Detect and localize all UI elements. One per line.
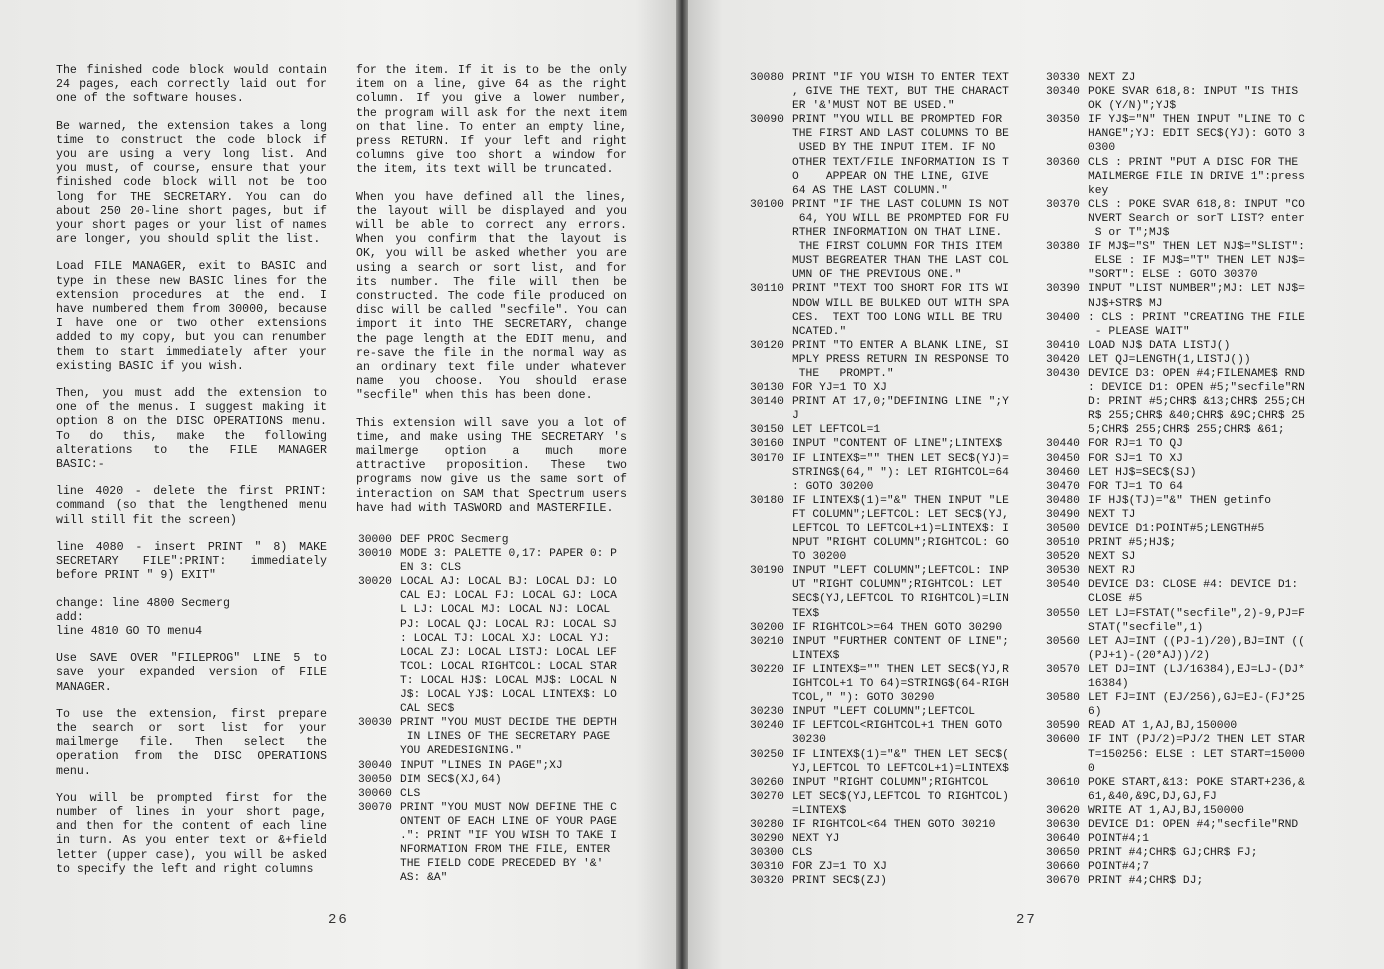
code-text: DEVICE D3: OPEN #4;FILENAME$ RND : DEVICE D1: OPEN #5;"secfile"RN D: PRINT #5;CHR$ &13;CHR$ 255;CH R$ 255;CHR$ &40;CHR$ &9C;CHR$ 25 5;CHR$ 255;CHR$ 255;CHR$ &61; — [1088, 367, 1305, 437]
paragraph: The finished code block would contain 24 pages, each correctly laid out for one of the software houses. — [56, 64, 334, 106]
line-number: 30220 — [750, 663, 784, 676]
code-line — [750, 621, 1026, 635]
paragraph: Use SAVE OVER "FILEPROG" LINE 5 to save your expanded version of FILE MANAGER. — [56, 652, 334, 694]
paragraph: You will be prompted first for the number of lines in your short page, and then for the content of each line in turn. As you enter text or &+field letter (upper case), you will be asked to specify the left and right columns — [56, 791, 334, 876]
code-line — [1046, 71, 1336, 85]
code-text: LET DJ=INT (LJ/16384),EJ=LJ-(DJ* 16384) — [1088, 663, 1305, 691]
code-line — [358, 533, 634, 547]
code-line — [1046, 733, 1336, 775]
line-number: 30480 — [1046, 494, 1080, 507]
code-line — [1046, 240, 1336, 282]
line-number: 30390 — [1046, 283, 1080, 296]
code-text: FOR RJ=1 TO QJ — [1088, 438, 1183, 451]
code-line — [1046, 452, 1336, 466]
code-text: IF RIGHTCOL>=64 THEN GOTO 30290 — [792, 621, 1003, 634]
line-number: 30600 — [1046, 734, 1080, 747]
code-line — [750, 437, 1026, 451]
paragraph: line 4080 - insert PRINT " 8) MAKE SECRETARY FILE":PRINT: immediately before PRINT " 9) EXIT" — [56, 540, 334, 583]
code-text: DEVICE D1:POINT#5;LENGTH#5 — [1088, 523, 1265, 535]
code-text: INPUT "LEFT COLUMN";LEFTCOL — [792, 706, 976, 719]
code-text: PRINT "YOU MUST NOW DEFINE THE C ONTENT OF EACH LINE OF YOUR PAGE .": PRINT "IF YOU WISH TO TAKE I NFORMATION FROM THE FILE, ENTER THE FIELD CODE PRECEDED BY '&' AS: &A" — [400, 801, 617, 885]
line-number: 30640 — [1046, 833, 1080, 846]
code-text: LOCAL AJ: LOCAL BJ: LOCAL DJ: LO CAL EJ: LOCAL FJ: LOCAL GJ: LOCA L LJ: LOCAL MJ: LOCAL NJ: LOCAL PJ: LOCAL QJ: LOCAL RJ: LOCAL SJ : LOCAL TJ: LOCAL XJ: LOCAL YJ: LOCAL ZJ: LOCAL LISTJ: LOCAL LEF TCOL: LOCAL RIGHTCOL: LOCAL STAR T: LOCAL HJ$: LOCAL MJ$: LOCAL N J$: LOCAL YJ$: LOCAL LINTEX$: LO CAL SEC$ — [400, 576, 617, 716]
code-line — [1046, 860, 1336, 874]
code-text: NEXT ZJ — [1088, 72, 1136, 84]
code-line — [1046, 311, 1336, 339]
code-line — [750, 846, 1026, 860]
line-number: 30420 — [1046, 353, 1080, 366]
line-number: 30330 — [1046, 72, 1080, 84]
code-text: NEXT SJ — [1088, 551, 1136, 564]
code-text: NEXT TJ — [1088, 508, 1136, 521]
code-text: PRINT #4;CHR$ GJ;CHR$ FJ; — [1088, 847, 1258, 860]
code-line — [358, 773, 634, 787]
line-number: 30410 — [1046, 339, 1080, 352]
code-text: FOR ZJ=1 TO XJ — [792, 861, 887, 874]
line-number: 30310 — [750, 861, 784, 874]
line-number: 30050 — [358, 773, 392, 786]
paragraph: To use the extension, first prepare the search or sort list for your mailmerge file. Then select the operation from the DISC OPERATIONS menu. — [56, 707, 334, 778]
code-line — [1046, 480, 1336, 494]
code-line — [750, 719, 1026, 747]
code-line — [750, 663, 1026, 705]
code-text: PRINT SEC$(ZJ) — [792, 875, 887, 888]
paragraph: for the item. If it is to be the only item on a line, give 64 as the right column. If you give a lower number, the program will ask for the next item on that line. To enter an empty line, press RETURN. If your left and right columns give too short a window for the item, its text will be truncated. — [356, 64, 634, 177]
paragraph: When you have defined all the lines, the layout will be displayed and you will be able to correct any errors. When you confirm that the layout is OK, you will be asked whether you are using a search or sort list, and for its number. The file will then be constructed. The code file produced on disc will be called "secfile". You can import it into THE SECRETARY, change the page length at the EDIT menu, and re-save the file in the normal way as an ordinary text file under whatever name you choose. You should erase "secfile" when this has been done. — [356, 190, 634, 403]
line-number: 30670 — [1046, 875, 1080, 888]
code-text: LET FJ=INT (EJ/256),GJ=EJ-(FJ*25 6) — [1088, 692, 1305, 719]
code-text: LET LJ=FSTAT("secfile",2)-9,PJ=F STAT("secfile",1) — [1088, 607, 1305, 634]
line-number: 30400 — [1046, 311, 1080, 324]
code-text: PRINT "TEXT TOO SHORT FOR ITS WI NDOW WILL BE BULKED OUT WITH SPA CES. TEXT TOO LONG WILL BE TRU NCATED." — [792, 283, 1009, 338]
line-number: 30000 — [358, 534, 392, 546]
line-number: 30530 — [1046, 565, 1080, 578]
code-line — [750, 776, 1026, 790]
code-line — [750, 494, 1026, 564]
code-line — [358, 787, 634, 801]
code-text: PRINT AT 17,0;"DEFINING LINE ";Y J — [792, 396, 1009, 423]
line-number: 30120 — [750, 339, 784, 352]
code-line — [750, 635, 1026, 663]
line-number: 30630 — [1046, 818, 1080, 831]
code-text: LET QJ=LENGTH(1,LISTJ()) — [1088, 353, 1251, 366]
line-number: 30100 — [750, 198, 784, 211]
line-number: 30360 — [1046, 156, 1080, 169]
line-number: 30380 — [1046, 241, 1080, 254]
line-number: 30060 — [358, 787, 392, 800]
line-number: 30080 — [750, 72, 784, 84]
code-text: PRINT "TO ENTER A BLANK LINE, SI MPLY PRESS RETURN IN RESPONSE TO THE PROMPT." — [792, 339, 1009, 380]
code-line — [1046, 522, 1336, 536]
line-number: 30110 — [750, 283, 784, 296]
code-line — [1046, 776, 1336, 804]
code-line — [1046, 437, 1336, 451]
left-prose-column-1 — [56, 64, 334, 890]
code-line — [1046, 818, 1336, 832]
code-line — [750, 874, 1026, 888]
line-number: 30430 — [1046, 367, 1080, 380]
line-number: 30190 — [750, 565, 784, 578]
line-number: 30540 — [1046, 579, 1080, 592]
line-number: 30350 — [1046, 114, 1080, 127]
page-number-left: 26 — [328, 912, 349, 928]
code-text: PRINT "IF YOU WISH TO ENTER TEXT , GIVE THE TEXT, BUT THE CHARACT ER '&'MUST NOT BE USED." — [792, 72, 1009, 113]
line-number: 30340 — [1046, 86, 1080, 99]
code-text: NEXT YJ — [792, 833, 840, 846]
line-number: 30520 — [1046, 551, 1080, 564]
code-line — [358, 547, 634, 575]
code-line — [1046, 156, 1336, 198]
code-line — [1046, 466, 1336, 480]
code-line — [750, 860, 1026, 874]
code-line — [1046, 85, 1336, 113]
line-number: 30490 — [1046, 508, 1080, 521]
line-number: 30370 — [1046, 198, 1080, 211]
line-number: 30010 — [358, 548, 392, 561]
code-text: LOAD NJ$ DATA LISTJ() — [1088, 339, 1231, 352]
code-line — [750, 818, 1026, 832]
code-text: CLS : PRINT "PUT A DISC FOR THE MAILMERGE FILE IN DRIVE 1":press key — [1088, 156, 1305, 197]
code-text: DEF PROC Secmerg — [400, 534, 509, 546]
line-number: 30260 — [750, 776, 784, 789]
code-line — [750, 832, 1026, 846]
code-line — [750, 748, 1026, 776]
line-number: 30550 — [1046, 607, 1080, 620]
line-number: 30140 — [750, 396, 784, 409]
line-number: 30160 — [750, 438, 784, 451]
code-text: WRITE AT 1,AJ,BJ,150000 — [1088, 804, 1244, 817]
line-number: 30090 — [750, 114, 784, 127]
left-code-listing — [358, 533, 634, 885]
code-text: POKE START,&13: POKE START+236,& 61,&40,&9C,DJ,GJ,FJ — [1088, 776, 1305, 803]
code-text: LET HJ$=SEC$(SJ) — [1088, 466, 1197, 479]
code-line — [750, 339, 1026, 381]
code-line — [750, 564, 1026, 620]
code-text: IF INT (PJ/2)=PJ/2 THEN LET STAR T=150256: ELSE : LET START=15000 0 — [1088, 734, 1305, 775]
code-text: POINT#4;1 — [1088, 833, 1150, 846]
right-code-listing-1 — [750, 71, 1026, 888]
line-number: 30560 — [1046, 635, 1080, 648]
code-line — [1046, 564, 1336, 578]
paragraph: Then, you must add the extension to one of the menus. I suggest making it option 8 on the DISC OPERATIONS menu. To do this, make the following alterations to the FILE MANAGER BASIC:- — [56, 387, 334, 472]
code-text: INPUT "FURTHER CONTENT OF LINE"; LINTEX$ — [792, 635, 1009, 662]
line-number: 30320 — [750, 875, 784, 888]
line-number: 30470 — [1046, 480, 1080, 493]
line-number: 30170 — [750, 452, 784, 465]
code-line — [1046, 691, 1336, 719]
code-text: PRINT "YOU WILL BE PROMPTED FOR THE FIRST AND LAST COLUMNS TO BE USED BY THE INPUT ITEM. IF NO OTHER TEXT/FILE INFORMATION IS T O APPEAR ON THE LINE, GIVE 64 AS THE LAST COLUMN." — [792, 114, 1009, 197]
paragraph: Load FILE MANAGER, exit to BASIC and type in these new BASIC lines for the extension procedures at the end. I have numbered them from 30000, because I have one or two other extensions added to my copy, but you can renumber them to start immediately after your existing BASIC if you wish. — [56, 260, 334, 373]
code-line — [750, 381, 1026, 395]
code-line — [750, 395, 1026, 423]
code-line — [750, 790, 1026, 818]
code-text: INPUT "RIGHT COLUMN";RIGHTCOL — [792, 776, 989, 789]
line-number: 30180 — [750, 494, 784, 507]
code-text: FOR TJ=1 TO 64 — [1088, 480, 1183, 493]
code-text: IF LINTEX$(1)="&" THEN INPUT "LE FT COLUMN";LEFTCOL: LET SEC$(YJ, LEFTCOL TO LEFTCOL+1)=LINTEX$: I NPUT "RIGHT COLUMN";RIGHTCOL: GO TO 30200 — [792, 494, 1009, 564]
code-text: IF LINTEX$="" THEN LET SEC$(YJ)= STRING$(64," "): LET RIGHTCOL=64 : GOTO 30200 — [792, 452, 1009, 493]
code-line — [1046, 846, 1336, 860]
code-text: DEVICE D3: CLOSE #4: DEVICE D1: CLOSE #5 — [1088, 579, 1299, 606]
code-text: IF LINTEX$(1)="&" THEN LET SEC$( YJ,LEFTCOL TO LEFTCOL+1)=LINTEX$ — [792, 748, 1009, 775]
code-line — [1046, 494, 1336, 508]
line-number: 30450 — [1046, 452, 1080, 465]
code-text: INPUT "LINES IN PAGE";XJ — [400, 759, 563, 772]
line-number: 30570 — [1046, 663, 1080, 676]
code-text: DEVICE D1: OPEN #4;"secfile"RND — [1088, 818, 1299, 831]
line-number: 30250 — [750, 748, 784, 761]
code-text: POKE SVAR 618,8: INPUT "IS THIS OK (Y/N)";YJ$ — [1088, 86, 1299, 113]
code-text: PRINT #4;CHR$ DJ; — [1088, 875, 1204, 888]
line-number: 30200 — [750, 621, 784, 634]
code-line — [1046, 508, 1336, 522]
line-number: 30650 — [1046, 847, 1080, 860]
code-text: DIM SEC$(XJ,64) — [400, 773, 502, 786]
code-line — [750, 705, 1026, 719]
code-text: IF HJ$(TJ)="&" THEN getinfo — [1088, 494, 1272, 507]
line-number: 30610 — [1046, 776, 1080, 789]
code-line — [1046, 578, 1336, 606]
code-text: FOR SJ=1 TO XJ — [1088, 452, 1183, 465]
code-line — [1046, 113, 1336, 155]
code-text: LET LEFTCOL=1 — [792, 424, 881, 437]
code-line — [1046, 367, 1336, 437]
code-text: POINT#4;7 — [1088, 861, 1150, 874]
code-text: IF YJ$="N" THEN INPUT "LINE TO C HANGE";YJ: EDIT SEC$(YJ): GOTO 3 0300 — [1088, 114, 1305, 155]
code-text: INPUT "LEFT COLUMN";LEFTCOL: INP UT "RIGHT COLUMN";RIGHTCOL: LET SEC$(YJ,LEFTCOL TO RIGHTCOL)=LIN TEX$ — [792, 565, 1009, 620]
code-line — [1046, 874, 1336, 888]
page-number-right: 27 — [1016, 912, 1037, 928]
code-text: PRINT #5;HJ$; — [1088, 537, 1177, 550]
code-text: PRINT "YOU MUST DECIDE THE DEPTH IN LINES OF THE SECRETARY PAGE YOU AREDESIGNING." — [400, 717, 617, 758]
code-text: IF MJ$="S" THEN LET NJ$="SLIST": ELSE : IF MJ$="T" THEN LET NJ$= "SORT": ELSE : GOTO 30370 — [1088, 241, 1305, 282]
line-number: 30620 — [1046, 804, 1080, 817]
code-line — [1046, 353, 1336, 367]
left-prose-column-2 — [356, 64, 634, 529]
line-number: 30210 — [750, 635, 784, 648]
code-line — [750, 282, 1026, 338]
code-text: CLS — [400, 787, 421, 800]
code-line — [1046, 663, 1336, 691]
line-number: 30660 — [1046, 861, 1080, 874]
code-line — [1046, 832, 1336, 846]
code-text: : CLS : PRINT "CREATING THE FILE - PLEASE WAIT" — [1088, 311, 1305, 338]
code-line — [750, 198, 1026, 283]
code-line — [1046, 719, 1336, 733]
line-number: 30040 — [358, 759, 392, 772]
code-text: READ AT 1,AJ,BJ,150000 — [1088, 720, 1238, 733]
code-text: CLS : POKE SVAR 618,8: INPUT "CO NVERT Search or sorT LIST? enter S or T";MJ$ — [1088, 198, 1305, 240]
line-number: 30510 — [1046, 537, 1080, 550]
code-text: IF LEFTCOL<RIGHTCOL+1 THEN GOTO 30230 — [792, 720, 1003, 747]
code-line — [358, 575, 634, 716]
left-page — [0, 0, 676, 969]
line-number: 30020 — [358, 576, 392, 589]
right-code-listing-2 — [1046, 71, 1336, 888]
code-line — [750, 452, 1026, 494]
code-text: INPUT "CONTENT OF LINE";LINTEX$ — [792, 438, 1003, 451]
right-page — [688, 0, 1384, 969]
code-line — [358, 801, 634, 886]
line-number: 30230 — [750, 706, 784, 719]
code-line — [1046, 536, 1336, 550]
line-number: 30280 — [750, 818, 784, 831]
paragraph: Be warned, the extension takes a long time to construct the code block if you are using a very long list. And you must, of course, ensure that your finished code block will not be too long for THE SECRETARY. You can do about 250 20-line short pages, but if your short pages or your list of names are longer, you should split the list. — [56, 119, 334, 247]
line-number: 30300 — [750, 847, 784, 860]
line-number: 30500 — [1046, 523, 1080, 535]
line-number: 30070 — [358, 801, 392, 814]
paragraph: change: line 4800 Secmerg add: line 4810 GO TO menu4 — [56, 596, 230, 638]
code-line — [1046, 282, 1336, 310]
line-number: 30460 — [1046, 466, 1080, 479]
code-text: FOR YJ=1 TO XJ — [792, 382, 887, 395]
code-text: CLS — [792, 847, 813, 860]
code-line — [750, 423, 1026, 437]
line-number: 30150 — [750, 424, 784, 437]
line-number: 30130 — [750, 382, 784, 395]
code-line — [358, 759, 634, 773]
code-line — [1046, 804, 1336, 818]
line-number: 30240 — [750, 720, 784, 733]
line-number: 30590 — [1046, 720, 1080, 733]
line-number: 30580 — [1046, 692, 1080, 705]
line-number: 30030 — [358, 717, 392, 730]
code-text: NEXT RJ — [1088, 565, 1136, 578]
code-line — [750, 113, 1026, 198]
paragraph: line 4020 - delete the first PRINT: command (so that the lengthened menu will still fit the screen) — [56, 485, 334, 527]
code-line — [358, 716, 634, 758]
code-line — [1046, 339, 1336, 353]
code-line — [1046, 550, 1336, 564]
code-text: INPUT "LIST NUMBER";MJ: LET NJ$= NJ$+STR$ MJ — [1088, 283, 1305, 310]
code-text: LET SEC$(YJ,LEFTCOL TO RIGHTCOL) =LINTEX$ — [792, 790, 1009, 817]
code-text: IF LINTEX$="" THEN LET SEC$(YJ,R IGHTCOL+1 TO 64)=STRING$(64-RIGH TCOL," "): GOTO 30290 — [792, 663, 1009, 705]
code-line — [750, 71, 1026, 113]
code-text: MODE 3: PALETTE 0,17: PAPER 0: P EN 3: CLS — [400, 548, 617, 575]
code-line — [1046, 635, 1336, 663]
code-text: IF RIGHTCOL<64 THEN GOTO 30210 — [792, 818, 996, 831]
line-number: 30270 — [750, 790, 784, 803]
book-gutter — [676, 0, 688, 969]
paragraph: This extension will save you a lot of time, and make using THE SECRETARY 's mailmerge option a much more attractive proposition. These two programs now give us the same sort of interaction on SAM that Spectrum users have had with TASWORD and MASTERFILE. — [356, 416, 634, 515]
line-number: 30290 — [750, 833, 784, 846]
code-text: PRINT "IF THE LAST COLUMN IS NOT 64, YOU WILL BE PROMPTED FOR FU RTHER INFORMATION ON THAT LINE. THE FIRST COLUMN FOR THIS ITEM MUST BEGREATER THAN THE LAST COL UMN OF THE PREVIOUS ONE." — [792, 198, 1009, 282]
line-number: 30440 — [1046, 438, 1080, 451]
code-text: LET AJ=INT ((PJ-1)/20),BJ=INT (( (PJ+1)-(20*AJ))/2) — [1088, 635, 1305, 662]
code-line — [1046, 198, 1336, 240]
code-line — [1046, 607, 1336, 635]
